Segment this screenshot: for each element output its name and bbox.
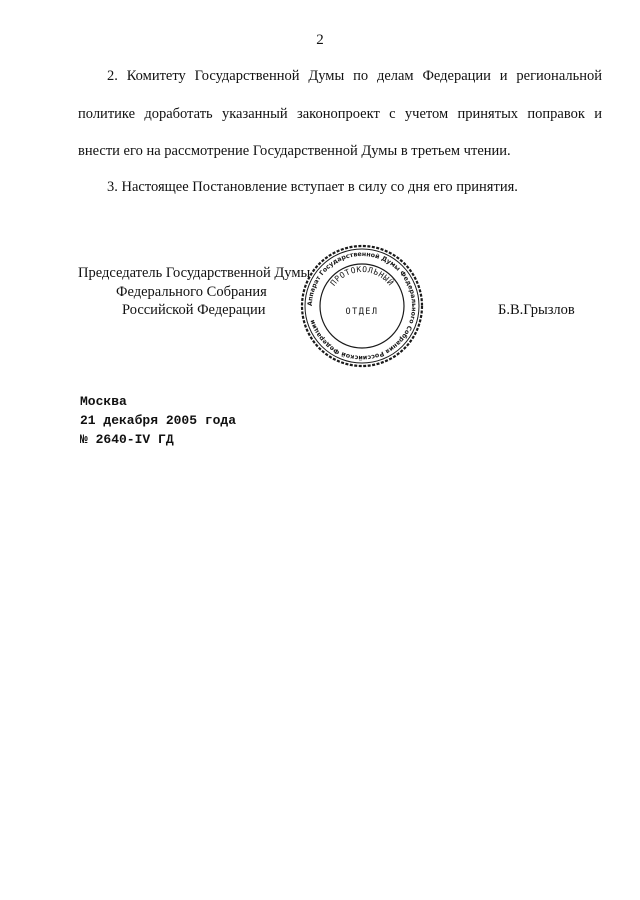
seal-inner-top-text: ПРОТОКОЛЬНЫЙ — [328, 264, 396, 288]
signature-title-line-3: Российской Федерации — [122, 302, 266, 318]
seal-graphic — [300, 244, 424, 368]
seal-outer-inner-ring — [305, 249, 419, 363]
footer-date: 21 декабря 2005 года — [80, 413, 237, 428]
signature-title-line-2: Федерального Собрания — [116, 284, 267, 300]
seal-center-text: ОТДЕЛ — [345, 307, 379, 317]
page-number: 2 — [316, 32, 324, 48]
signature-title-line-1: Председатель Государственной Думы — [78, 265, 311, 281]
paragraph-2-line-2: политике доработать указанный законопроект с учетом принятых поправок и — [78, 106, 602, 122]
official-seal — [300, 244, 424, 368]
seal-outer-text: Аппарат Государственной Думы Федерального Собрания Российской Федерации — [306, 250, 418, 362]
signer-name: Б.В.Грызлов — [498, 302, 575, 318]
footer-city: Москва — [80, 394, 127, 409]
paragraph-2-line-3: внести его на рассмотрение Государственной Думы в третьем чтении. — [78, 143, 511, 159]
seal-inner-ring — [320, 264, 404, 348]
footer-number: № 2640-IV ГД — [80, 432, 174, 447]
paragraph-2-line-1: 2. Комитету Государственной Думы по делам Федерации и региональной — [107, 68, 602, 84]
paragraph-3: 3. Настоящее Постановление вступает в силу со дня его принятия. — [107, 179, 518, 195]
